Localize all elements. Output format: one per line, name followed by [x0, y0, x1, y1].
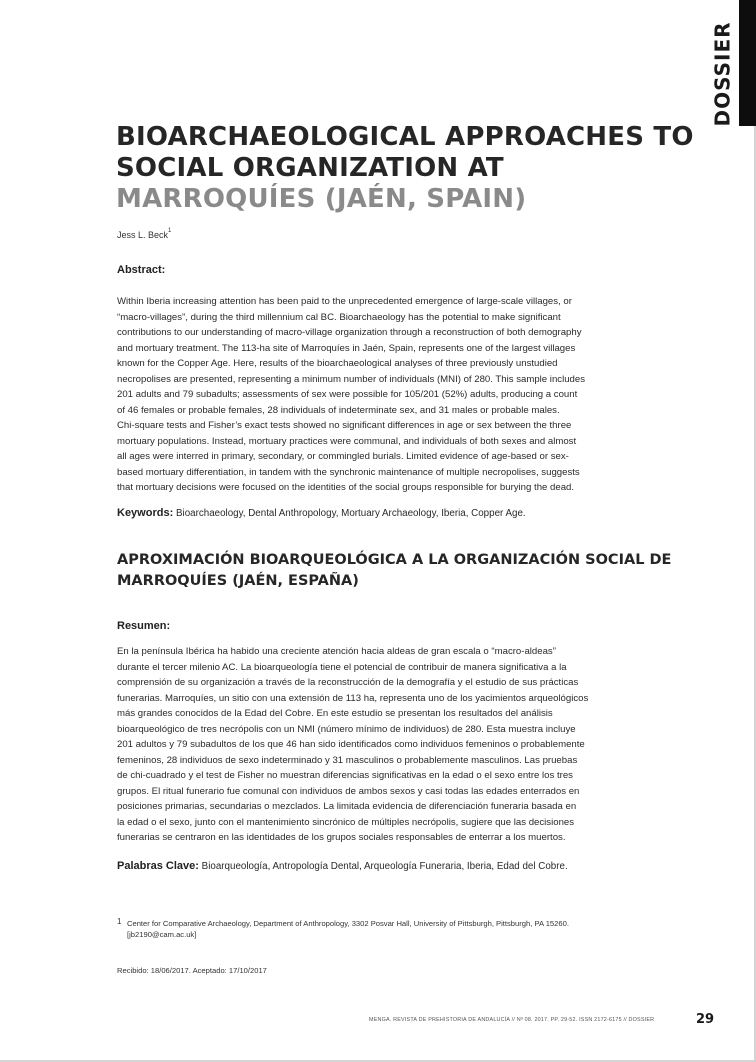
footnote-number: 1	[117, 917, 122, 926]
journal-footer: MENGA. REVISTA DE PREHISTORIA DE ANDALUCÍA // Nº 08. 2017. PP. 29-52. ISSN 2172-6175 // DOSSIER	[369, 1017, 655, 1023]
abstract-text: Within Iberia increasing attention has been paid to the unprecedented emergence of large-scale villages, or “macro-villages”, during the third millennium cal BC. Bioarchaeology has the potential to make significant contributions to our understanding of macro-village organization through a reconstruction of both demography and mortuary treatment. The 113-ha site of Marroquíes in Jaén, Spain, represents one of the largest villages known for the Copper Age. Here, results of the bioarchaeological analyses of three previously unstudied necropolises are presented, representing a minimum number of individuals (MNI) of 280. This sample includes 201 adults and 79 subadults; assessments of sex were possible for 105/201 (52%) adults, producing a count of 46 females or probable females, 28 individuals of indeterminate sex, and 31 males or probable males. Chi-square tests and Fisher’s exact tests showed no significant differences in age or sex between the three mortuary populations. Instead, mortuary practices were communal, and individuals of both sexes and almost all ages were interred in primary, secondary, or commingled burials. Limited evidence of age-based or sex- based mortuary differentiation, in tandem with the synchronic maintenance of multiple necropolises, suggests that mortuary decisions were focused on the identities of the social groups responsible for burying the dead.	[117, 296, 586, 493]
keywords-label: Keywords:	[117, 507, 174, 519]
resumen-heading: Resumen:	[117, 620, 171, 632]
section-tab	[706, 22, 739, 126]
footnote	[117, 918, 677, 940]
keywords-line	[117, 507, 677, 519]
palabras-clave-label: Palabras Clave:	[117, 860, 199, 872]
author-footnote-mark: 1	[168, 228, 172, 234]
article-title-highlight: MARROQUÍES (JAÉN, SPAIN)	[116, 184, 527, 214]
keywords-list: Bioarchaeology, Dental Anthropology, Mortuary Archaeology, Iberia, Copper Age.	[175, 508, 526, 519]
spanish-title: APROXIMACIÓN BIOARQUEOLÓGICA A LA ORGANIZACIÓN SOCIAL DE MARROQUÍES (JAÉN, ESPAÑA)	[117, 552, 672, 589]
abstract-heading: Abstract:	[117, 264, 166, 276]
resumen-text: En la península Ibérica ha habido una creciente atención hacia aldeas de gran escala o “macro-aldeas” durante el tercer milenio AC. La bioarqueología tiene el potencial de contribuir de manera significativa a la comprensión de su organización a través de la reconstrucción de la demografía y el estudio de sus prácticas funerarias. Marroquíes, un sitio con una extensión de 113 ha, representa uno de los yacimientos arqueológicos más grandes conocidos de la Edad del Cobre. En este estudio se presentan los resultados del análisis bioarqueológico de tres necrópolis con un NMI (número mínimo de individuos) de 280. Esta muestra incluye 201 adultos y 79 subadultos de los que 46 han sido identificados como individuos femeninos o probablemente femeninos, 28 individuos de sexo indeterminado y 31 masculinos o probablemente masculinos. Las pruebas de chi-cuadrado y el test de Fisher no muestran diferencias significativas en la edad o el sexo entre los tres grupos. El ritual funerario fue comunal con individuos de ambos sexos y casi todas las edades enterrados en posiciones primarias, secundarias o mezclados. La limitada evidencia de diferenciación funeraria basada en la edad o el sexo, junto con el mantenimiento sincrónico de múltiples necrópolis, sugiere que las decisiones funerarias se centraron en las identidades de los grupos sociales responsables de enterrar a los muertos.	[117, 646, 589, 843]
palabras-clave-list: Bioarqueología, Antropología Dental, Arqueología Funeraria, Iberia, Edad del Cobre.	[201, 861, 568, 872]
author-line	[117, 230, 171, 240]
author-name: Jess L. Beck	[117, 230, 169, 240]
palabras-clave-line	[117, 860, 677, 872]
article-title	[116, 122, 696, 215]
received-dates: Recibido: 18/06/2017. Aceptado: 17/10/2017	[117, 966, 267, 975]
footnote-text: Center for Comparative Archaeology, Department of Anthropology, 3302 Posvar Hall, University of Pittsburgh, Pittsburgh, PA 15260. [jb2190@cam.ac.uk]	[127, 919, 569, 939]
page-number: 29	[696, 1012, 715, 1027]
section-tab-label: DOSSIER	[710, 21, 735, 127]
article-title-main: BIOARCHAEOLOGICAL APPROACHES TO SOCIAL ORGANIZATION AT	[116, 122, 694, 183]
section-tab-bar	[739, 0, 756, 126]
